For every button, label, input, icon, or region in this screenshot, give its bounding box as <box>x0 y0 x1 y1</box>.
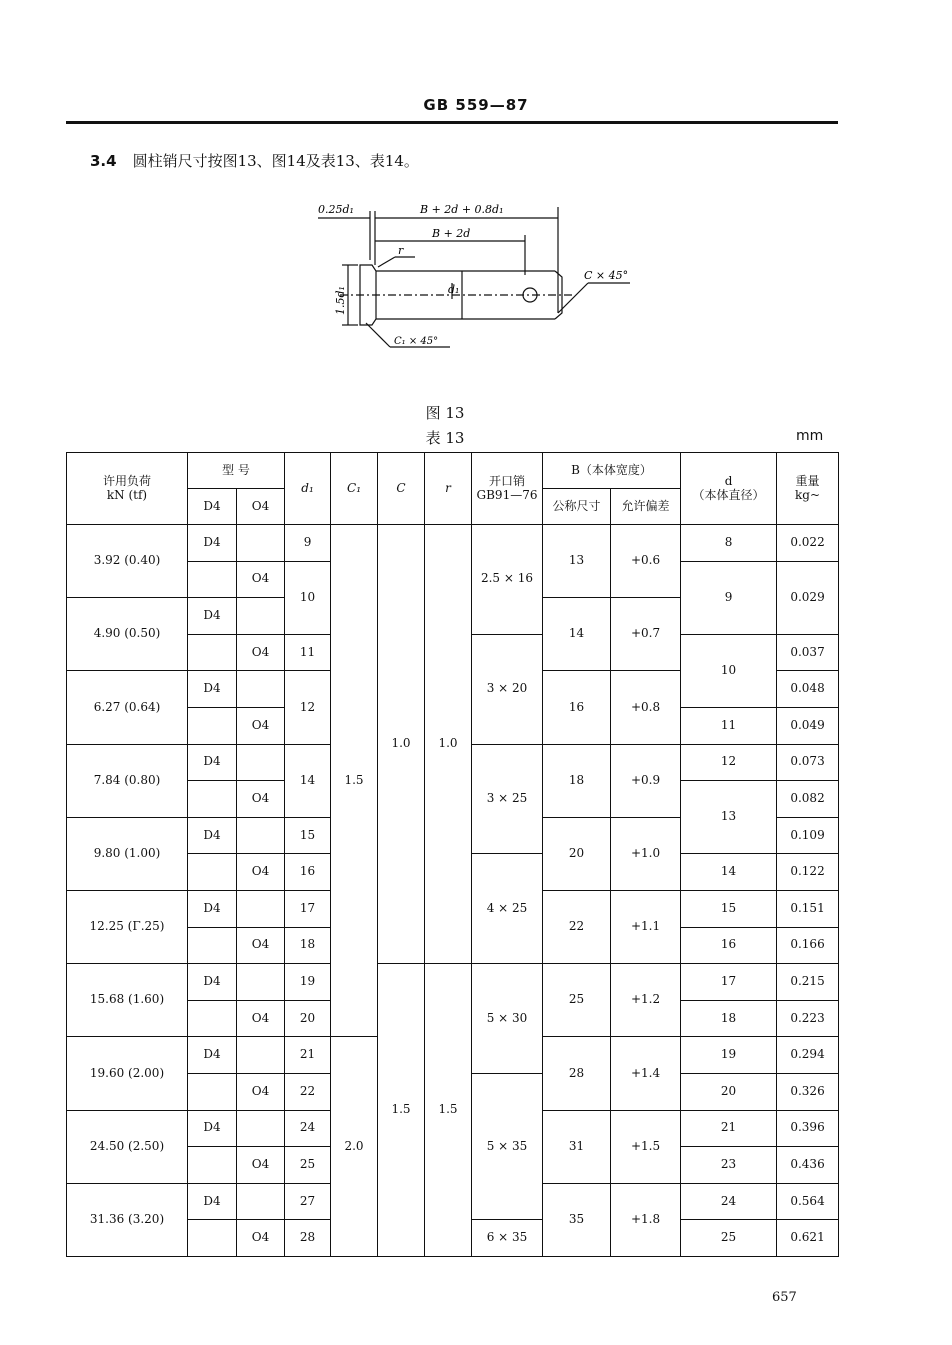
b-tol-cell: +1.5 <box>611 1110 681 1183</box>
weight-cell: 0.621 <box>777 1220 839 1257</box>
type-b-cell: O4 <box>237 707 285 744</box>
type-a-cell: D4 <box>188 671 237 708</box>
d-cell: 16 <box>681 927 777 964</box>
type-b-empty <box>237 1110 285 1147</box>
weight-cell: 0.048 <box>777 671 839 708</box>
d1-cell: 22 <box>285 1073 331 1110</box>
type-b-empty <box>237 1183 285 1220</box>
load-cell: 9.80 (1.00) <box>67 817 188 890</box>
table-header-row <box>67 453 839 489</box>
type-b-empty <box>237 890 285 927</box>
d1-cell: 15 <box>285 817 331 854</box>
b-nom-cell: 14 <box>543 598 611 671</box>
type-b-cell: O4 <box>237 1000 285 1037</box>
b-nom-cell: 13 <box>543 525 611 598</box>
dim-total-label: B + 2d + 0.8d₁ <box>420 203 504 216</box>
b-nom-cell: 28 <box>543 1037 611 1110</box>
weight-cell: 0.436 <box>777 1147 839 1184</box>
d1-cell: 21 <box>285 1037 331 1074</box>
b-nom-cell: 35 <box>543 1183 611 1256</box>
weight-cell: 0.215 <box>777 964 839 1001</box>
d1-cell: 27 <box>285 1183 331 1220</box>
weight-cell: 0.166 <box>777 927 839 964</box>
weight-cell: 0.294 <box>777 1037 839 1074</box>
b-tol-cell: +1.0 <box>611 817 681 890</box>
type-a-empty <box>188 854 237 891</box>
pin-cell: 3 × 25 <box>472 744 543 854</box>
table-13 <box>66 452 839 1257</box>
type-b-empty <box>237 1037 285 1074</box>
b-tol-cell: +1.1 <box>611 890 681 963</box>
weight-cell: 0.082 <box>777 781 839 818</box>
b-nom-cell: 31 <box>543 1110 611 1183</box>
table-body <box>67 525 839 1257</box>
type-b-empty <box>237 817 285 854</box>
page-number: 657 <box>772 1290 797 1305</box>
d-cell: 21 <box>681 1110 777 1147</box>
r-cell: 1.5 <box>425 964 472 1257</box>
d1-cell: 28 <box>285 1220 331 1257</box>
weight-cell: 0.223 <box>777 1000 839 1037</box>
col-b-nom-header: 公称尺寸 <box>543 489 611 525</box>
col-b-header: B（本体宽度） <box>543 453 681 489</box>
d-cell: 24 <box>681 1183 777 1220</box>
c-cell: 1.5 <box>378 964 425 1257</box>
d-cell: 8 <box>681 525 777 562</box>
pin-drawing <box>300 195 640 355</box>
header-rule <box>66 121 838 124</box>
load-cell: 3.92 (0.40) <box>67 525 188 598</box>
weight-cell: 0.022 <box>777 525 839 562</box>
col-type-header: 型 号 <box>188 453 285 489</box>
b-tol-cell: +1.2 <box>611 964 681 1037</box>
pin-cell: 5 × 30 <box>472 964 543 1074</box>
b-tol-cell: +0.7 <box>611 598 681 671</box>
section-text: 圆柱销尺寸按图13、图14及表13、表14。 <box>132 152 419 170</box>
b-nom-cell: 20 <box>543 817 611 890</box>
load-cell: 4.90 (0.50) <box>67 598 188 671</box>
weight-cell: 0.122 <box>777 854 839 891</box>
weight-cell: 0.029 <box>777 561 839 634</box>
d1-cell: 12 <box>285 671 331 744</box>
c1-cell: 1.5 <box>331 525 378 1037</box>
d-cell: 10 <box>681 634 777 707</box>
d1-cell: 20 <box>285 1000 331 1037</box>
type-a-empty <box>188 1220 237 1257</box>
type-b-cell: O4 <box>237 781 285 818</box>
table-row <box>67 525 839 562</box>
type-b-empty <box>237 598 285 635</box>
type-b-empty <box>237 671 285 708</box>
type-a-empty <box>188 1073 237 1110</box>
type-b-cell: O4 <box>237 1147 285 1184</box>
col-b-tol-header: 允许偏差 <box>611 489 681 525</box>
d1-cell: 10 <box>285 561 331 634</box>
type-a-empty <box>188 707 237 744</box>
d-cell: 17 <box>681 964 777 1001</box>
type-b-cell: O4 <box>237 634 285 671</box>
b-nom-cell: 18 <box>543 744 611 817</box>
r-cell: 1.0 <box>425 525 472 964</box>
weight-cell: 0.326 <box>777 1073 839 1110</box>
type-b-cell: O4 <box>237 1073 285 1110</box>
col-type-b-header: O4 <box>237 489 285 525</box>
load-cell: 24.50 (2.50) <box>67 1110 188 1183</box>
d-cell: 9 <box>681 561 777 634</box>
load-cell: 12.25 (Γ.25) <box>67 890 188 963</box>
b-tol-cell: +1.8 <box>611 1183 681 1256</box>
col-r-header: r <box>425 453 472 525</box>
d-cell: 19 <box>681 1037 777 1074</box>
d-cell: 18 <box>681 1000 777 1037</box>
table-unit: mm <box>796 428 824 444</box>
type-b-cell: O4 <box>237 1220 285 1257</box>
load-cell: 7.84 (0.80) <box>67 744 188 817</box>
type-b-cell: O4 <box>237 561 285 598</box>
type-a-cell: D4 <box>188 964 237 1001</box>
d-cell: 13 <box>681 781 777 854</box>
load-cell: 15.68 (1.60) <box>67 964 188 1037</box>
b-tol-cell: +0.6 <box>611 525 681 598</box>
type-a-empty <box>188 1000 237 1037</box>
d1-cell: 11 <box>285 634 331 671</box>
load-cell: 31.36 (3.20) <box>67 1183 188 1256</box>
pin-cell: 4 × 25 <box>472 854 543 964</box>
weight-cell: 0.151 <box>777 890 839 927</box>
type-a-empty <box>188 1147 237 1184</box>
section-number: 3.4 <box>90 152 117 170</box>
pin-cell: 5 × 35 <box>472 1073 543 1219</box>
col-pin-header: 开口销 GB91—76 <box>472 453 543 525</box>
type-b-empty <box>237 525 285 562</box>
d1-cell: 16 <box>285 854 331 891</box>
weight-cell: 0.049 <box>777 707 839 744</box>
pin-cell: 3 × 20 <box>472 634 543 744</box>
c1-cell: 2.0 <box>331 1037 378 1257</box>
type-a-cell: D4 <box>188 598 237 635</box>
type-b-empty <box>237 964 285 1001</box>
b-tol-cell: +0.8 <box>611 671 681 744</box>
page-header: GB 559—87 <box>423 96 529 114</box>
weight-cell: 0.564 <box>777 1183 839 1220</box>
b-tol-cell: +1.4 <box>611 1037 681 1110</box>
weight-cell: 0.109 <box>777 817 839 854</box>
d1-cell: 19 <box>285 964 331 1001</box>
type-b-cell: O4 <box>237 927 285 964</box>
d1-cell: 18 <box>285 927 331 964</box>
d-cell: 20 <box>681 1073 777 1110</box>
c-cell: 1.0 <box>378 525 425 964</box>
radius-label: r <box>398 244 404 257</box>
type-a-cell: D4 <box>188 744 237 781</box>
type-a-cell: D4 <box>188 1183 237 1220</box>
load-cell: 19.60 (2.00) <box>67 1037 188 1110</box>
dim-inner-label: B + 2d <box>432 227 471 240</box>
d-cell: 25 <box>681 1220 777 1257</box>
type-a-empty <box>188 927 237 964</box>
d1-cell: 9 <box>285 525 331 562</box>
col-d-header: d （本体直径） <box>681 453 777 525</box>
type-a-cell: D4 <box>188 817 237 854</box>
d-cell: 15 <box>681 890 777 927</box>
weight-cell: 0.396 <box>777 1110 839 1147</box>
col-c1-header: C₁ <box>331 453 378 525</box>
col-weight-header: 重量 kg~ <box>777 453 839 525</box>
d1-cell: 17 <box>285 890 331 927</box>
table-caption: 表 13 <box>425 429 465 447</box>
type-a-empty <box>188 561 237 598</box>
type-b-empty <box>237 744 285 781</box>
d1-cell: 24 <box>285 1110 331 1147</box>
section-heading <box>90 150 419 171</box>
col-d1-header: d₁ <box>285 453 331 525</box>
b-nom-cell: 22 <box>543 890 611 963</box>
type-a-cell: D4 <box>188 1110 237 1147</box>
type-a-cell: D4 <box>188 1037 237 1074</box>
d1-cell: 25 <box>285 1147 331 1184</box>
type-b-cell: O4 <box>237 854 285 891</box>
dim-left-label: 0.25d₁ <box>318 203 354 216</box>
load-cell: 6.27 (0.64) <box>67 671 188 744</box>
chamfer-label: C × 45° <box>584 269 629 282</box>
col-c-header: C <box>378 453 425 525</box>
type-a-empty <box>188 781 237 818</box>
d-cell: 12 <box>681 744 777 781</box>
weight-cell: 0.073 <box>777 744 839 781</box>
figure-caption: 图 13 <box>425 404 465 422</box>
chamfer1-label: C₁ × 45° <box>394 336 439 347</box>
weight-cell: 0.037 <box>777 634 839 671</box>
b-nom-cell: 16 <box>543 671 611 744</box>
d1-cell: 14 <box>285 744 331 817</box>
col-load-header: 许用负荷 kN (tf) <box>67 453 188 525</box>
type-a-cell: D4 <box>188 890 237 927</box>
type-a-empty <box>188 634 237 671</box>
table-row <box>67 964 839 1001</box>
pin-cell: 6 × 35 <box>472 1220 543 1257</box>
b-tol-cell: +0.9 <box>611 744 681 817</box>
head-dim-label: 1.5d₁ <box>334 286 347 315</box>
d-cell: 14 <box>681 854 777 891</box>
b-nom-cell: 25 <box>543 964 611 1037</box>
type-a-cell: D4 <box>188 525 237 562</box>
col-type-a-header: D4 <box>188 489 237 525</box>
d-cell: 23 <box>681 1147 777 1184</box>
d-cell: 11 <box>681 707 777 744</box>
pin-cell: 2.5 × 16 <box>472 525 543 635</box>
d1-label: d₁ <box>448 283 460 296</box>
